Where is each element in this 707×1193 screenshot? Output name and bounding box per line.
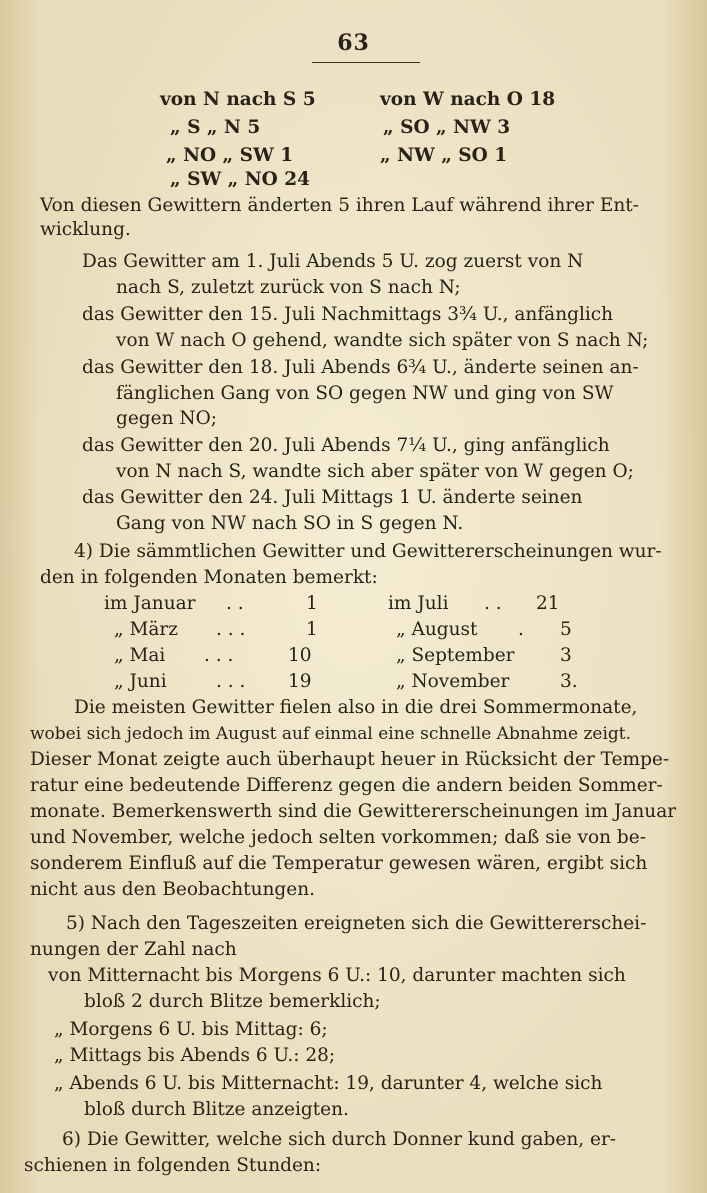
month-name: im Januar (104, 593, 196, 614)
direction-cell: „ SO „ NW 3 (383, 117, 511, 138)
direction-cell: „ NO „ SW 1 (166, 145, 294, 166)
text-line: schienen in folgenden Stunden: (24, 1155, 322, 1176)
text-line: „ Abends 6 U. bis Mitternacht: 19, darunter 4, welche sich (54, 1073, 603, 1094)
direction-cell: „ NW „ SO 1 (380, 145, 508, 166)
month-name: „ November (396, 671, 510, 692)
text-line: ratur eine bedeutende Differenz gegen die andern beiden Sommer- (30, 775, 663, 796)
month-count: 3. (560, 671, 578, 692)
text-line: von N nach S, wandte sich aber später von W gegen O; (116, 461, 634, 482)
month-count: 21 (536, 593, 560, 614)
text-line: bloß 2 durch Blitze bemerklich; (84, 991, 381, 1012)
month-name: „ Juni (114, 671, 167, 692)
month-dots: . . (226, 593, 244, 614)
month-count: 19 (288, 671, 312, 692)
section-heading: 5) Nach den Tageszeiten ereigneten sich die Gewittererschei- (66, 913, 647, 934)
month-name: „ August (396, 619, 478, 640)
month-name: „ März (114, 619, 179, 640)
text-line: wicklung. (40, 219, 131, 240)
direction-cell: „ SW „ NO 24 (170, 169, 310, 190)
text-line: fänglichen Gang von SO gegen NW und ging von SW (116, 383, 614, 404)
text-line: das Gewitter den 24. Juli Mittags 1 U. änderte seinen (82, 487, 583, 508)
month-dots: . (518, 619, 524, 640)
header-rule (312, 62, 420, 63)
text-line: Die meisten Gewitter fielen also in die drei Sommermonate, (74, 697, 638, 718)
section-heading: 4) Die sämmtlichen Gewitter und Gewittererscheinungen wur- (74, 541, 662, 562)
text-line: gegen NO; (116, 408, 217, 429)
text-line: sonderem Einfluß auf die Temperatur gewesen wären, ergibt sich (30, 853, 648, 874)
month-dots: . . (484, 593, 502, 614)
text-line: Gang von NW nach SO in S gegen N. (116, 513, 464, 534)
text-line: „ Mittags bis Abends 6 U.: 28; (54, 1045, 336, 1066)
month-count: 10 (288, 645, 312, 666)
month-name: „ Mai (114, 645, 166, 666)
text-line: von W nach O gehend, wandte sich später von S nach N; (116, 330, 649, 351)
direction-cell: von N nach S 5 (160, 89, 316, 110)
text-line: monate. Bemerkenswerth sind die Gewittererscheinungen im Januar (30, 801, 677, 822)
month-count: 3 (560, 645, 572, 666)
text-line: und November, welche jedoch selten vorkommen; daß sie von be- (30, 827, 646, 848)
text-line: „ Morgens 6 U. bis Mittag: 6; (54, 1019, 328, 1040)
text-line: Das Gewitter am 1. Juli Abends 5 U. zog zuerst von N (82, 251, 584, 272)
text-line: das Gewitter den 20. Juli Abends 7¼ U., ging anfänglich (82, 435, 610, 456)
month-count: 1 (306, 593, 318, 614)
text-line: das Gewitter den 15. Juli Nachmittags 3¾ U., anfänglich (82, 304, 614, 325)
month-dots: . . . (216, 619, 246, 640)
month-dots: . . . (204, 645, 234, 666)
month-name: „ September (396, 645, 515, 666)
text-line: nungen der Zahl nach (30, 939, 237, 960)
section-heading: 6) Die Gewitter, welche sich durch Donner kund gaben, er- (62, 1129, 617, 1150)
month-count: 1 (306, 619, 318, 640)
page-number: 63 (337, 30, 370, 56)
text-line: Dieser Monat zeigte auch überhaupt heuer in Rücksicht der Tempe- (30, 749, 670, 770)
month-name: im Juli (388, 593, 449, 614)
month-count: 5 (560, 619, 572, 640)
text-line: das Gewitter den 18. Juli Abends 6¾ U., änderte seinen an- (82, 357, 639, 378)
direction-cell: von W nach O 18 (380, 89, 556, 110)
direction-cell: „ S „ N 5 (170, 117, 261, 138)
text-line: nach S, zuletzt zurück von S nach N; (116, 277, 461, 298)
month-dots: . . . (216, 671, 246, 692)
text-line: wobei sich jedoch im August auf einmal eine schnelle Abnahme zeigt. (30, 724, 632, 744)
text-line: von Mitternacht bis Morgens 6 U.: 10, darunter machten sich (48, 965, 626, 986)
text-line: bloß durch Blitze anzeigten. (84, 1099, 349, 1120)
text-line: den in folgenden Monaten bemerkt: (40, 567, 378, 588)
text-line: nicht aus den Beobachtungen. (30, 879, 316, 900)
text-line: Von diesen Gewittern änderten 5 ihren Lauf während ihrer Ent- (40, 195, 639, 216)
